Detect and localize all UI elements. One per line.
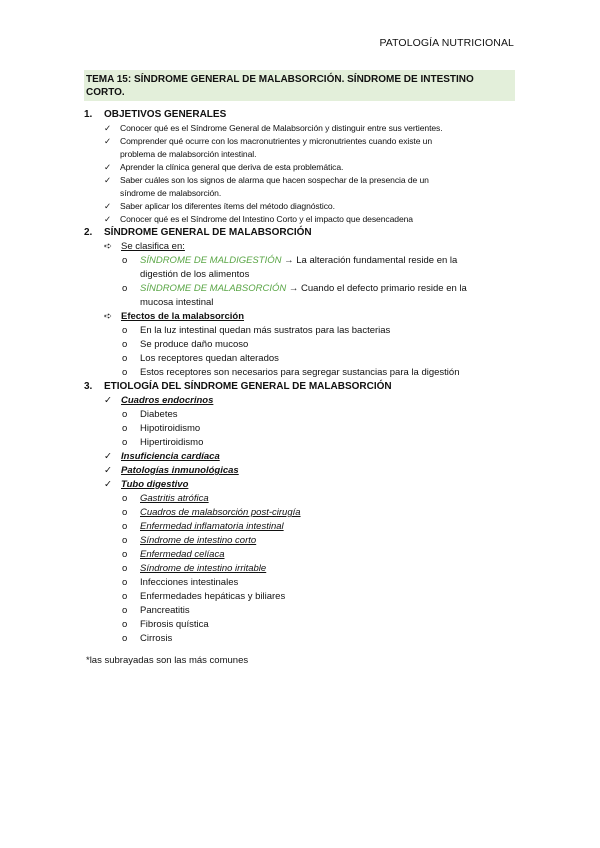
objective-item-continuation <box>84 187 514 200</box>
etiology-text: Gastritis atrófica <box>140 493 209 504</box>
objective-item <box>84 161 514 174</box>
malabsorption-text: mucosa intestinal <box>140 297 214 308</box>
objective-text: problema de malabsorción intestinal. <box>120 149 257 159</box>
effects-item <box>84 310 514 324</box>
topic-title-box <box>84 70 515 101</box>
section-3-heading <box>84 380 514 394</box>
maldigestion-text: digestión de los alimentos <box>140 269 250 280</box>
objective-text: Aprender la clínica general que deriva de esta problemática. <box>120 162 344 172</box>
objective-item-continuation <box>84 148 514 161</box>
etiology-text: Enfermedad inflamatoria intestinal <box>140 521 284 532</box>
circle-bullet-icon: o <box>122 339 128 350</box>
running-header: PATOLOGÍA NUTRICIONAL <box>379 37 514 49</box>
topic-title-line1: TEMA 15: SÍNDROME GENERAL DE MALABSORCIÓN. SÍNDROME DE INTESTINO <box>86 74 474 85</box>
document-body <box>84 108 514 666</box>
objective-text: Saber cuáles son los signos de alarma que hacen sospechar de la presencia de un <box>120 175 429 185</box>
arrow-icon: ➪ <box>104 311 112 322</box>
etiology-item <box>84 618 514 632</box>
section-title: ETIOLOGÍA DEL SÍNDROME GENERAL DE MALABSORCIÓN <box>104 381 392 392</box>
objective-text: Conocer qué es el Síndrome del Intestino Corto y el impacto que desencadena <box>120 214 413 224</box>
circle-bullet-icon: o <box>122 619 128 630</box>
etiology-text: Enfermedad celíaca <box>140 549 225 560</box>
etiology-item <box>84 632 514 646</box>
section-title: SÍNDROME GENERAL DE MALABSORCIÓN <box>104 227 312 238</box>
etiology-item <box>84 436 514 450</box>
check-icon: ✓ <box>104 465 112 476</box>
section-title: OBJETIVOS GENERALES <box>104 109 227 120</box>
etiology-item <box>84 506 514 520</box>
section-number: 3. <box>84 381 93 392</box>
category-label: Cuadros endocrinos <box>121 395 214 406</box>
etiology-text: Síndrome de intestino irritable <box>140 563 267 574</box>
circle-bullet-icon: o <box>122 423 128 434</box>
malabsorption-text: → Cuando el defecto primario reside en la <box>288 283 467 294</box>
malabsorption-term: SÍNDROME DE MALABSORCIÓN <box>140 283 287 294</box>
arrow-icon: ➪ <box>104 241 112 252</box>
footnote: *las subrayadas son las más comunes <box>86 655 249 666</box>
circle-bullet-icon: o <box>122 535 128 546</box>
classification-item <box>84 240 514 254</box>
maldigestion-item <box>84 254 514 268</box>
category-label: Insuficiencia cardíaca <box>121 451 220 462</box>
etiology-item <box>84 408 514 422</box>
objective-item <box>84 135 514 148</box>
etiology-text: Hipotiroidismo <box>140 423 201 434</box>
etiology-category <box>84 464 514 478</box>
check-icon: ✓ <box>104 136 112 146</box>
etiology-text: Diabetes <box>140 409 178 420</box>
circle-bullet-icon: o <box>122 325 128 336</box>
malabsorption-item-continuation <box>84 296 514 310</box>
etiology-item <box>84 534 514 548</box>
circle-bullet-icon: o <box>122 605 128 616</box>
effect-text: Se produce daño mucoso <box>140 339 249 350</box>
circle-bullet-icon: o <box>122 409 128 420</box>
etiology-category <box>84 478 514 492</box>
effect-item <box>84 366 514 380</box>
circle-bullet-icon: o <box>122 563 128 574</box>
category-label: Tubo digestivo <box>121 479 189 490</box>
etiology-item <box>84 562 514 576</box>
effect-text: Estos receptores son necesarios para segregar sustancias para la digestión <box>140 367 460 378</box>
circle-bullet-icon: o <box>122 577 128 588</box>
etiology-item <box>84 492 514 506</box>
objective-item <box>84 213 514 226</box>
etiology-text: Infecciones intestinales <box>140 577 239 588</box>
etiology-text: Enfermedades hepáticas y biliares <box>140 591 286 602</box>
section-number: 1. <box>84 109 93 120</box>
etiology-text: Cuadros de malabsorción post-cirugía <box>140 507 301 518</box>
etiology-text: Fibrosis quística <box>140 619 209 630</box>
etiology-item <box>84 520 514 534</box>
effect-item <box>84 324 514 338</box>
check-icon: ✓ <box>104 451 112 462</box>
etiology-item <box>84 604 514 618</box>
category-label: Patologías inmunológicas <box>121 465 239 476</box>
circle-bullet-icon: o <box>122 507 128 518</box>
section-1-heading <box>84 108 514 122</box>
effects-label: Efectos de la malabsorción <box>121 311 245 322</box>
circle-bullet-icon: o <box>122 255 128 266</box>
check-icon: ✓ <box>104 162 112 172</box>
circle-bullet-icon: o <box>122 493 128 504</box>
circle-bullet-icon: o <box>122 633 128 644</box>
objective-text: Comprender qué ocurre con los macronutrientes y micronutrientes cuando existe un <box>120 136 433 146</box>
section-2-heading <box>84 226 514 240</box>
etiology-item <box>84 576 514 590</box>
check-icon: ✓ <box>104 123 112 133</box>
check-icon: ✓ <box>104 479 112 490</box>
etiology-category <box>84 450 514 464</box>
etiology-item <box>84 548 514 562</box>
malabsorption-item <box>84 282 514 296</box>
circle-bullet-icon: o <box>122 437 128 448</box>
topic-title-line2: CORTO. <box>86 87 125 98</box>
check-icon: ✓ <box>104 214 112 224</box>
maldigestion-term: SÍNDROME DE MALDIGESTIÓN <box>140 255 282 266</box>
etiology-text: Cirrosis <box>140 633 173 644</box>
objective-item <box>84 174 514 187</box>
objective-text: Saber aplicar los diferentes ítems del método diagnóstico. <box>120 201 335 211</box>
classification-label: Se clasifica en: <box>121 241 185 252</box>
etiology-category <box>84 394 514 408</box>
circle-bullet-icon: o <box>122 367 128 378</box>
etiology-text: Hipertiroidismo <box>140 437 204 448</box>
check-icon: ✓ <box>104 175 112 185</box>
circle-bullet-icon: o <box>122 353 128 364</box>
etiology-item <box>84 422 514 436</box>
objective-text: Conocer qué es el Síndrome General de Malabsorción y distinguir entre sus vertientes. <box>120 123 443 133</box>
objective-item <box>84 122 514 135</box>
etiology-text: Pancreatitis <box>140 605 190 616</box>
etiology-text: Síndrome de intestino corto <box>140 535 257 546</box>
objective-item <box>84 200 514 213</box>
circle-bullet-icon: o <box>122 521 128 532</box>
etiology-item <box>84 590 514 604</box>
effect-item <box>84 338 514 352</box>
effect-text: Los receptores quedan alterados <box>140 353 279 364</box>
objective-text: síndrome de malabsorción. <box>120 188 222 198</box>
check-icon: ✓ <box>104 201 112 211</box>
circle-bullet-icon: o <box>122 591 128 602</box>
maldigestion-item-continuation <box>84 268 514 282</box>
check-icon: ✓ <box>104 395 112 406</box>
effect-text: En la luz intestinal quedan más sustratos para las bacterias <box>140 325 391 336</box>
circle-bullet-icon: o <box>122 283 128 294</box>
effect-item <box>84 352 514 366</box>
circle-bullet-icon: o <box>122 549 128 560</box>
section-number: 2. <box>84 227 93 238</box>
maldigestion-text: → La alteración fundamental reside en la <box>284 255 458 266</box>
